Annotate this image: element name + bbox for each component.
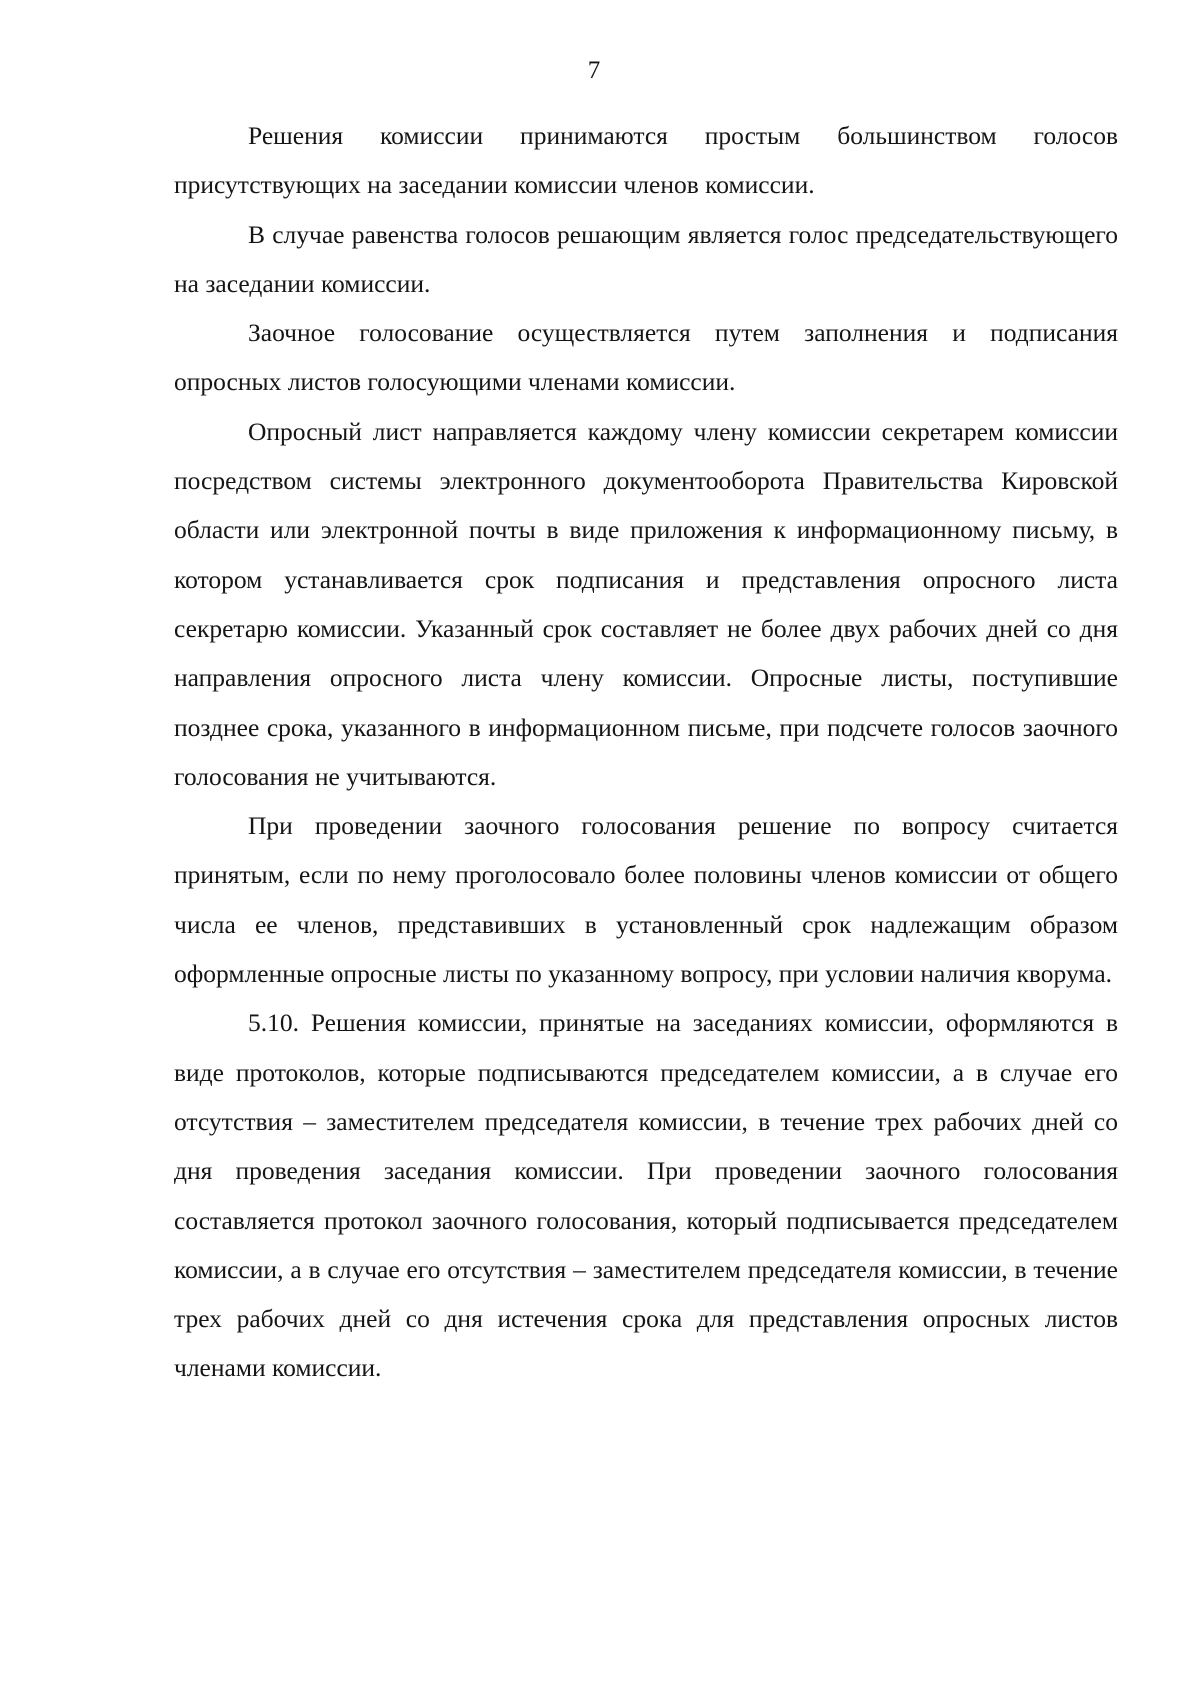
paragraph-tie-vote: В случае равенства голосов решающим является голос председательствующего на заседании комиссии. xyxy=(174,219,1118,298)
paragraph-questionnaire: Опросный лист направляется каждому члену комиссии секретарем комиссии посредством системы электронного документооборота Правительства Кировской области или электронной почты в виде приложения к информационному письму, в котором устанавливается срок подписания и представления опросного листа секретарю комиссии. Указанный срок составляет не более двух рабочих дней со дня направления опросного листа члену комиссии. Опросные листы, поступившие позднее срока, указанного в информационном письме, при подсчете голосов заочного голосования не учитываются. xyxy=(174,416,1118,791)
paragraph-absentee-voting: Заочное голосование осуществляется путем заполнения и подписания опросных листов голосующими членами комиссии. xyxy=(174,318,1118,397)
paragraph-absentee-decision: При проведении заочного голосования решение по вопросу считается принятым, если по нему проголосовало более половины членов комиссии от общего числа ее членов, представивших в установленный срок надлежащим образом оформленные опросные листы по указанному вопросу, при условии наличия кворума. xyxy=(174,811,1118,989)
paragraph-decision-majority: Решения комиссии принимаются простым большинством голосов присутствующих на заседании комиссии членов комиссии. xyxy=(174,121,1118,200)
document-body xyxy=(174,111,1118,1393)
page-number: 7 xyxy=(587,57,601,84)
paragraph-protocols: 5.10. Решения комиссии, принятые на заседаниях комиссии, оформляются в виде протоколов, которые подписываются председателем комиссии, а в случае его отсутствия – заместителем председателя комиссии, в течение трех рабочих дней со дня проведения заседания комиссии. При проведении заочного голосования составляется протокол заочного голосования, который подписывается председателем комиссии, а в случае его отсутствия – заместителем председателя комиссии, в течение трех рабочих дней со дня истечения срока для представления опросных листов членами комиссии. xyxy=(174,1008,1118,1383)
